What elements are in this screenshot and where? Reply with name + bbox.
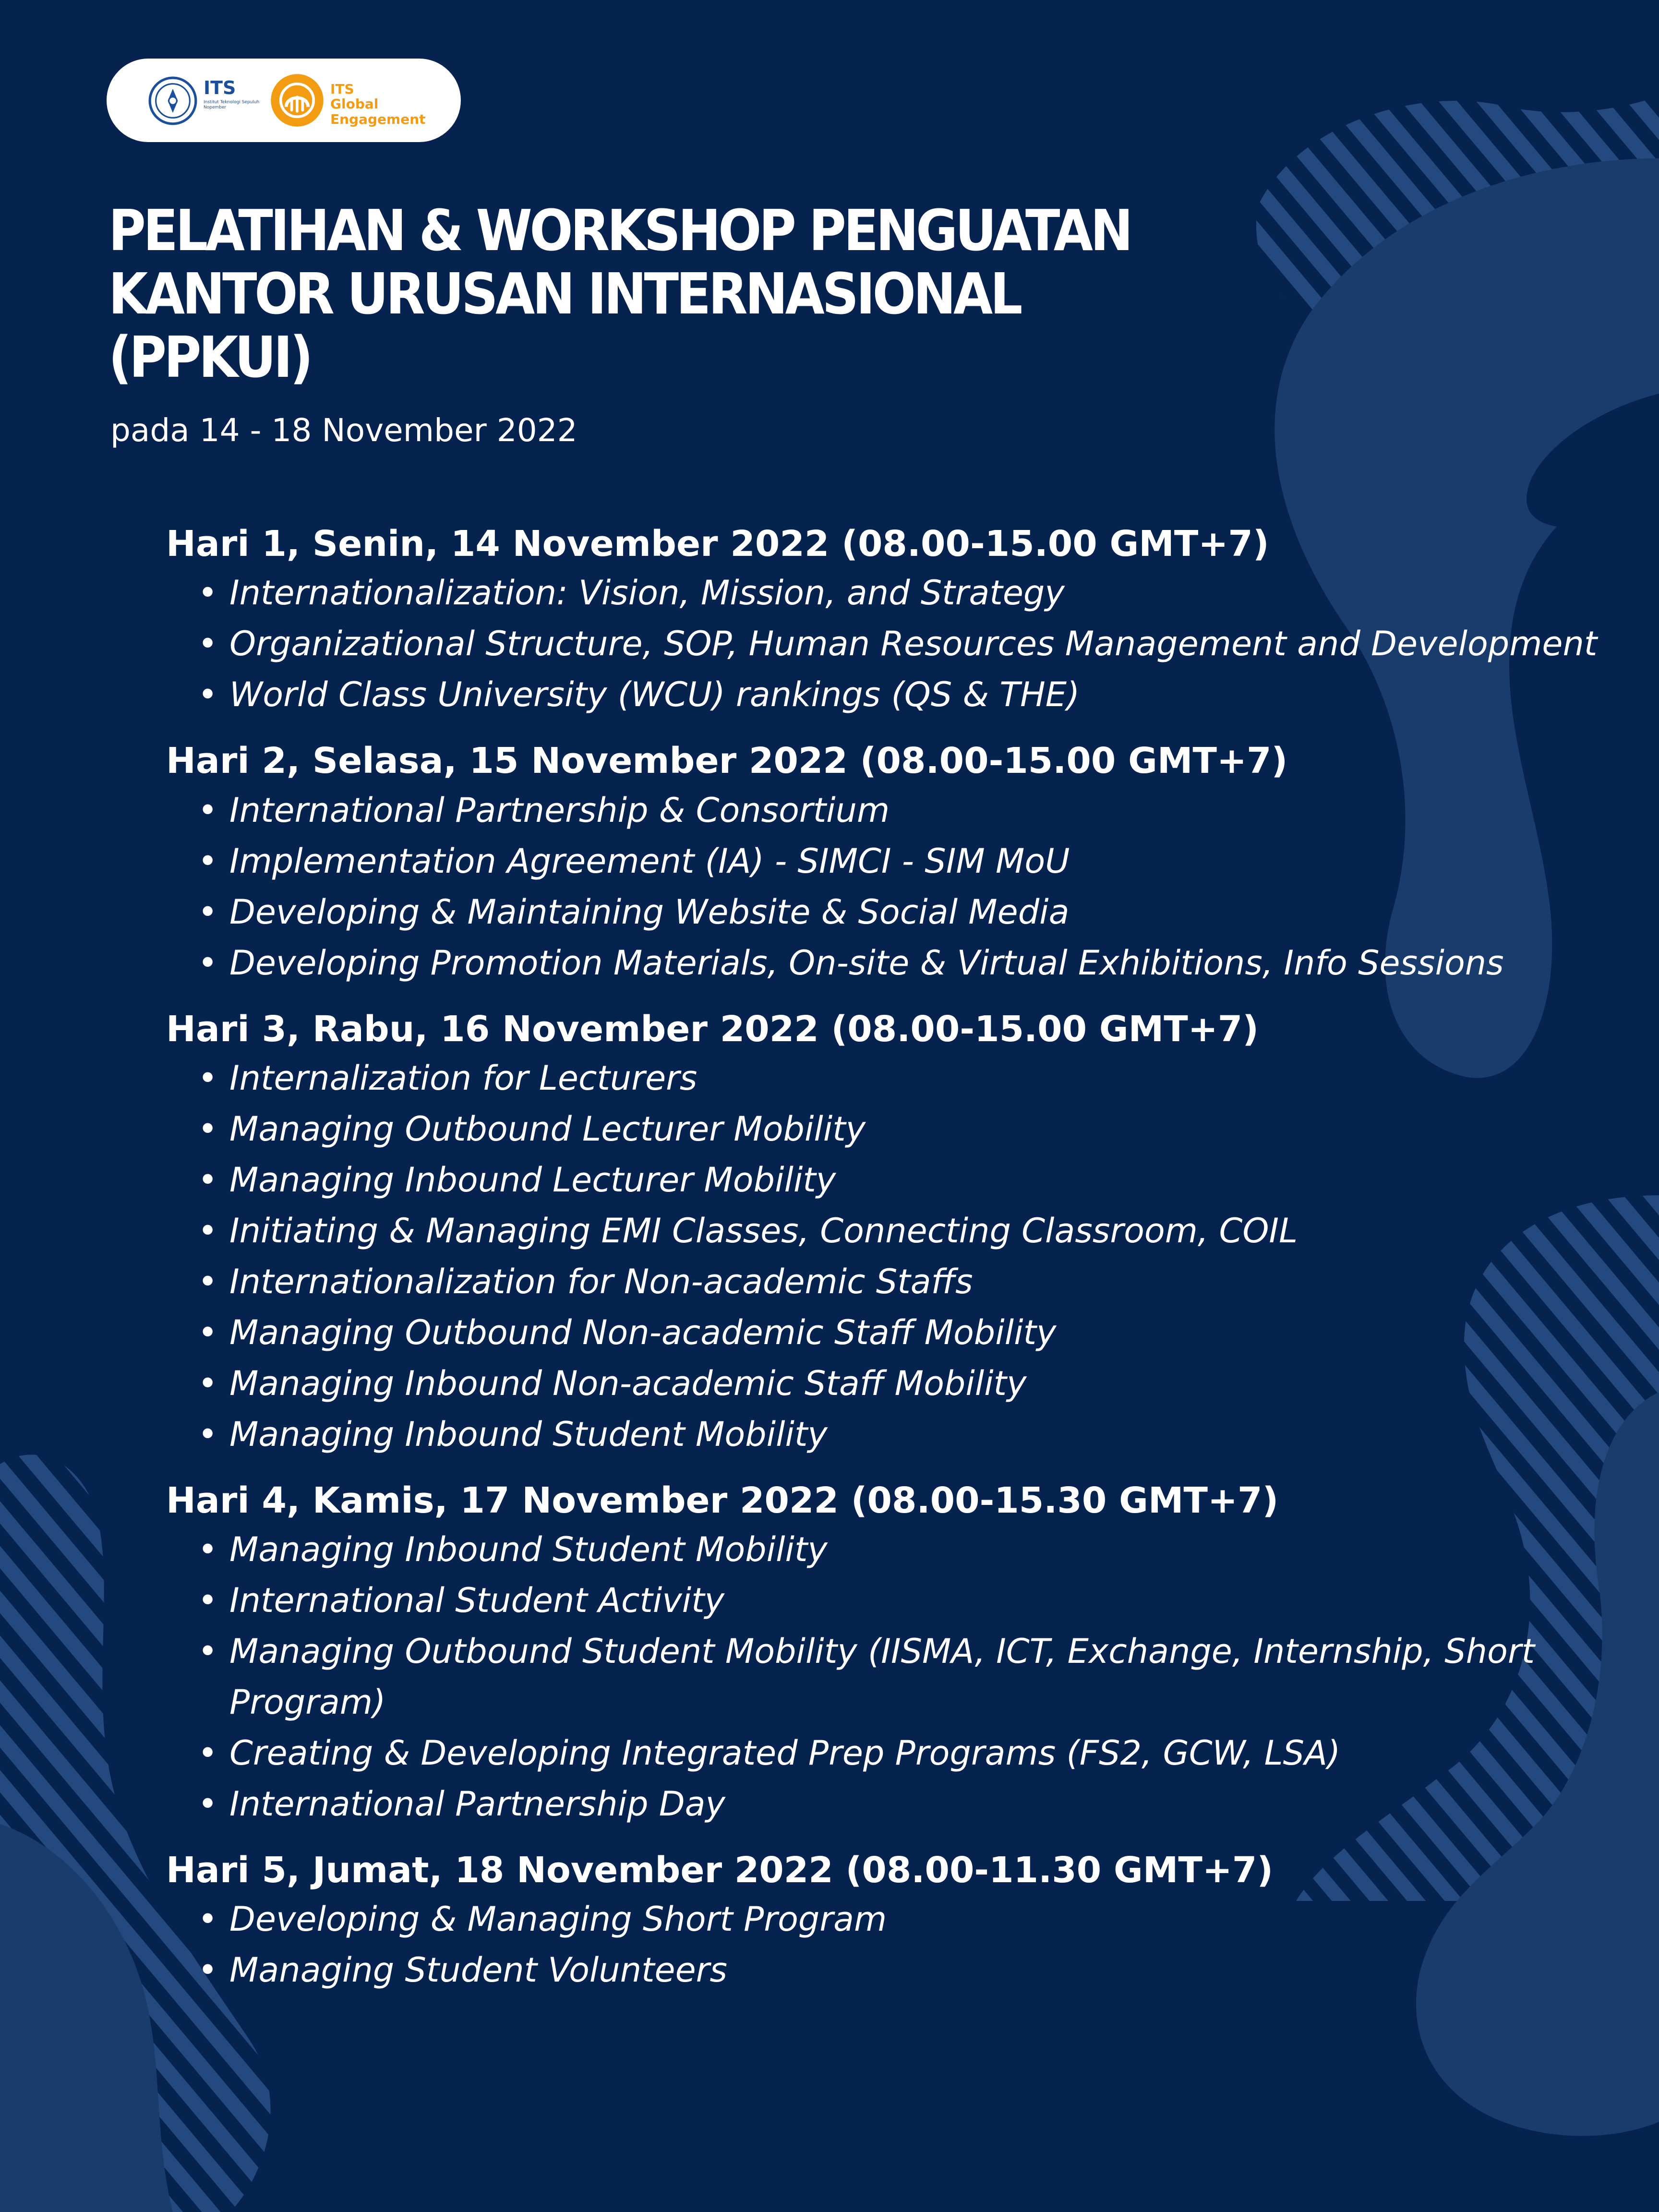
session-title: Creating & Developing Integrated Prep Programs (FS2, GCW, LSA)	[229, 1733, 1341, 1773]
session-item	[166, 1256, 1606, 1307]
session-item	[166, 1104, 1606, 1154]
session-item	[166, 1945, 1606, 1996]
bullet-icon: •	[198, 573, 218, 613]
title-line-2: KANTOR URUSAN INTERNASIONAL	[108, 261, 1021, 327]
session-item	[166, 1307, 1606, 1358]
day-heading: Hari 1, Senin, 14 November 2022 (08.00-15.00 GMT+7)	[166, 523, 1269, 565]
ge-line-3: Engagement	[330, 111, 426, 127]
session-title: Managing Inbound Lecturer Mobility	[229, 1160, 836, 1200]
session-title: International Partnership Day	[229, 1784, 725, 1824]
day-heading: Hari 4, Kamis, 17 November 2022 (08.00-15.30 GMT+7)	[166, 1479, 1279, 1521]
session-list	[166, 1524, 1606, 1829]
session-item	[166, 1205, 1606, 1256]
global-engagement-wordmark	[330, 82, 445, 127]
session-list	[166, 1894, 1606, 1996]
session-title: Managing Inbound Student Mobility	[229, 1530, 828, 1570]
its-institution-name: Institut Teknologi Sepuluh Nopember	[204, 100, 260, 110]
bullet-icon: •	[198, 1058, 218, 1098]
day-section-4	[166, 1479, 1606, 1829]
session-title: Developing & Maintaining Website & Social Media	[229, 892, 1070, 932]
bullet-icon: •	[198, 1899, 218, 1939]
its-logo	[148, 76, 258, 126]
day-section-5	[166, 1849, 1606, 1996]
session-item	[166, 567, 1606, 618]
session-title: Internalization for Lecturers	[229, 1058, 697, 1098]
date-range-subtitle: pada 14 - 18 November 2022	[110, 412, 577, 449]
session-item	[166, 1154, 1606, 1205]
session-item	[166, 1358, 1606, 1409]
page-title	[108, 199, 1145, 389]
bullet-icon: •	[198, 1632, 218, 1671]
global-engagement-emblem-icon	[270, 73, 325, 128]
day-heading: Hari 2, Selasa, 15 November 2022 (08.00-15.00 GMT+7)	[166, 740, 1288, 782]
session-title: Managing Inbound Student Mobility	[229, 1414, 828, 1454]
bullet-icon: •	[198, 892, 218, 932]
session-item	[166, 1728, 1606, 1779]
session-title: Developing & Managing Short Program	[229, 1899, 887, 1939]
bullet-icon: •	[198, 1733, 218, 1773]
its-global-engagement-logo	[270, 73, 443, 128]
bullet-icon: •	[198, 943, 218, 983]
schedule	[166, 522, 1606, 2015]
day-section-3	[166, 1008, 1606, 1460]
session-title: International Partnership & Consortium	[229, 790, 890, 830]
session-title: Internationalization: Vision, Mission, and Strategy	[229, 573, 1065, 613]
day-section-1	[166, 522, 1606, 720]
session-title: Managing Outbound Student Mobility (IISMA, ICT, Exchange, Internship, Short Program)	[229, 1632, 1535, 1722]
session-item	[166, 1053, 1606, 1104]
title-line-3: (PPKUI)	[108, 324, 311, 391]
bullet-icon: •	[198, 1160, 218, 1200]
bullet-icon: •	[198, 1363, 218, 1403]
session-list	[166, 567, 1606, 720]
session-title: Internationalization for Non-academic Staffs	[229, 1262, 973, 1301]
ge-line-2: Global	[330, 96, 379, 112]
its-wordmark: ITS	[204, 77, 236, 98]
session-title: International Student Activity	[229, 1581, 725, 1621]
session-title: Managing Outbound Non-academic Staff Mobility	[229, 1312, 1057, 1352]
bullet-icon: •	[198, 1784, 218, 1824]
session-item	[166, 1524, 1606, 1575]
title-line-1: PELATIHAN & WORKSHOP PENGUATAN	[108, 197, 1131, 264]
bullet-icon: •	[198, 1530, 218, 1570]
session-item	[166, 938, 1606, 988]
session-item	[166, 1575, 1606, 1626]
session-item	[166, 669, 1606, 720]
bullet-icon: •	[198, 1262, 218, 1301]
bullet-icon: •	[198, 1414, 218, 1454]
bullet-icon: •	[198, 841, 218, 881]
session-item	[166, 1779, 1606, 1829]
session-item	[166, 785, 1606, 836]
session-title: Implementation Agreement (IA) - SIMCI - SIM MoU	[229, 841, 1070, 881]
session-title: Managing Outbound Lecturer Mobility	[229, 1109, 866, 1149]
session-title: Managing Student Volunteers	[229, 1950, 727, 1990]
session-list	[166, 785, 1606, 988]
session-item	[166, 1894, 1606, 1945]
session-title: Developing Promotion Materials, On-site & Virtual Exhibitions, Info Sessions	[229, 943, 1504, 983]
session-item	[166, 836, 1606, 887]
its-seal-icon	[148, 76, 198, 126]
session-title: Managing Inbound Non-academic Staff Mobility	[229, 1363, 1027, 1403]
bullet-icon: •	[198, 624, 218, 664]
bullet-icon: •	[198, 1312, 218, 1352]
session-item	[166, 1626, 1606, 1728]
ge-line-1: ITS	[330, 81, 354, 97]
day-heading: Hari 5, Jumat, 18 November 2022 (08.00-11.30 GMT+7)	[166, 1850, 1274, 1891]
session-list	[166, 1053, 1606, 1460]
day-heading: Hari 3, Rabu, 16 November 2022 (08.00-15.00 GMT+7)	[166, 1008, 1259, 1050]
session-title: World Class University (WCU) rankings (QS & THE)	[229, 675, 1080, 715]
session-item	[166, 618, 1606, 669]
logo-bar	[107, 59, 461, 142]
bullet-icon: •	[198, 1211, 218, 1250]
session-title: Organizational Structure, SOP, Human Resources Management and Development	[229, 624, 1598, 664]
bullet-icon: •	[198, 1581, 218, 1621]
bullet-icon: •	[198, 790, 218, 830]
day-section-2	[166, 739, 1606, 988]
bullet-icon: •	[198, 675, 218, 715]
session-item	[166, 1409, 1606, 1460]
session-item	[166, 887, 1606, 938]
session-title: Initiating & Managing EMI Classes, Connecting Classroom, COIL	[229, 1211, 1298, 1250]
bullet-icon: •	[198, 1109, 218, 1149]
bullet-icon: •	[198, 1950, 218, 1990]
